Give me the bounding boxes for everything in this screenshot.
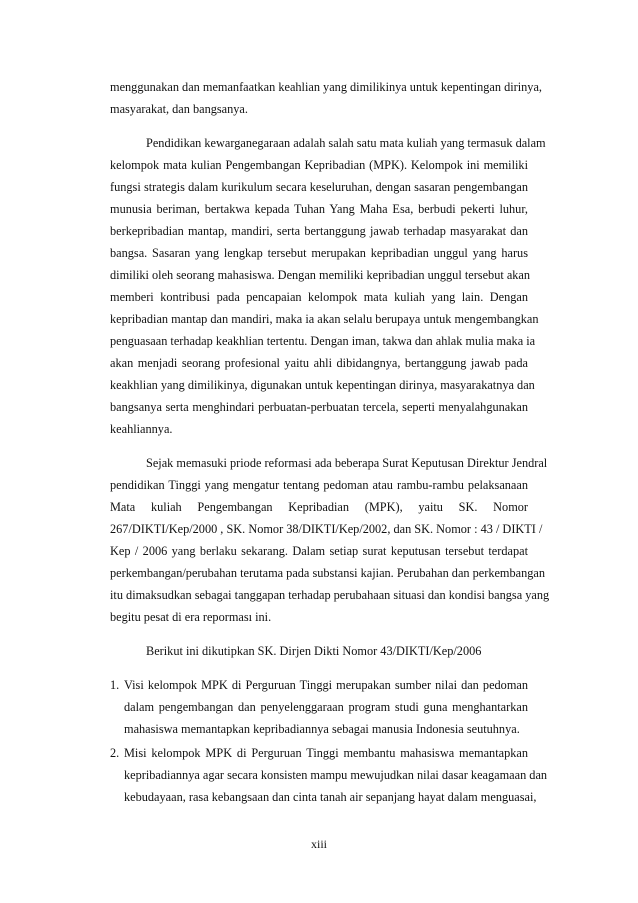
- text-line: Berikut ini dikutipkan SK. Dirjen Dikti Nomor 43/DIKTI/Kep/2006: [146, 644, 482, 658]
- list-number: 1.: [110, 678, 120, 692]
- text-line: akan menjadi seorang profesional yaitu ahli dibidangnya, bertanggung jawab pada: [110, 356, 528, 370]
- list-item-line: Visi kelompok MPK di Perguruan Tinggi merupakan sumber nilai dan pedoman: [124, 678, 528, 692]
- text-line: perkembangan/perubahan terutama pada substansi kajian. Perubahan dan perkembangan: [110, 566, 546, 580]
- list-number: 2.: [110, 746, 120, 760]
- text-line: keahliannya.: [110, 422, 173, 436]
- text-line: 267/DIKTI/Kep/2000 , SK. Nomor 38/DIKTI/Kep/2002, dan SK. Nomor : 43 / DIKTI /: [110, 522, 543, 536]
- text-line: kepribadian mantap dan mandiri, maka ia akan selalu berupaya untuk mengembangkan: [110, 312, 539, 326]
- text-line: menggunakan dan memanfaatkan keahlian yang dimilikinya untuk kepentingan dirinya,: [110, 80, 542, 94]
- text-line: berkepribadian mantap, mandiri, serta bertanggung jawab terhadap masyarakat dan: [110, 224, 528, 238]
- text-line: bangsanya serta menghindari perbuatan-perbuatan tercela, seperti menyalahgunakan: [110, 400, 528, 414]
- list-item-line: kepribadiannya agar secara konsisten mampu mewujudkan nilai dasar keagamaan dan: [124, 768, 548, 782]
- text-line: dimiliki oleh seorang mahasiswa. Dengan memiliki kepribadian unggul tersebut akan: [110, 268, 531, 282]
- text-line: fungsi strategis dalam kurikulum secara keseluruhan, dengan sasaran pengembangan: [110, 180, 528, 194]
- list-item-line: dalam pengembangan dan penyelenggaraan program studi guna menghantarkan: [124, 700, 528, 714]
- list-item-line: mahasiswa memantapkan kepribadiannya sebagai manusia Indonesia seutuhnya.: [124, 722, 520, 736]
- text-line: itu dimaksudkan sebagai tanggapan terhadap perubahaan situasi dan kondisi bangsa yang: [110, 588, 550, 602]
- text-line: Sejak memasuki priode reformasi ada beberapa Surat Keputusan Direktur Jendral: [146, 456, 548, 470]
- text-line: pendidikan Tinggi yang mengatur tentang pedoman atau rambu-rambu pelaksanaan: [110, 478, 528, 492]
- page-number: xiii: [310, 837, 327, 851]
- text-line: keakhlian yang dimilikinya, digunakan untuk kepentingan dirinya, masyarakatnya dan: [110, 378, 535, 392]
- text-line: begitu pesat di era reporması ini.: [110, 610, 272, 624]
- text-line: penguasaan terhadap keakhlian tertentu. Dengan iman, takwa dan ahlak mulia maka ia: [110, 334, 536, 348]
- text-line: kelompok mata kulian Pengembangan Kepribadian (MPK). Kelompok ini memiliki: [110, 158, 528, 172]
- text-line: Kep / 2006 yang berlaku sekarang. Dalam setiap surat keputusan tersebut terdapat: [110, 544, 528, 558]
- list-item-line: Misi kelompok MPK di Perguruan Tinggi membantu mahasiswa memantapkan: [124, 746, 528, 760]
- text-line: Pendidikan kewarganegaraan adalah salah satu mata kuliah yang termasuk dalam: [146, 136, 546, 150]
- text-line: masyarakat, dan bangsanya.: [110, 102, 248, 116]
- text-line: Mata kuliah Pengembangan Kepribadian (MPK), yaitu SK. Nomor: [110, 500, 528, 514]
- list-item-line: kebudayaan, rasa kebangsaan dan cinta tanah air sepanjang hayat dalam menguasai,: [124, 790, 537, 804]
- text-line: munusia beriman, bertakwa kepada Tuhan Yang Maha Esa, berbudi pekerti luhur,: [110, 202, 528, 216]
- text-line: bangsa. Sasaran yang lengkap tersebut merupakan kepribadian unggul yang harus: [110, 246, 528, 260]
- text-line: memberi kontribusi pada pencapaian kelompok mata kuliah yang lain. Dengan: [110, 290, 528, 304]
